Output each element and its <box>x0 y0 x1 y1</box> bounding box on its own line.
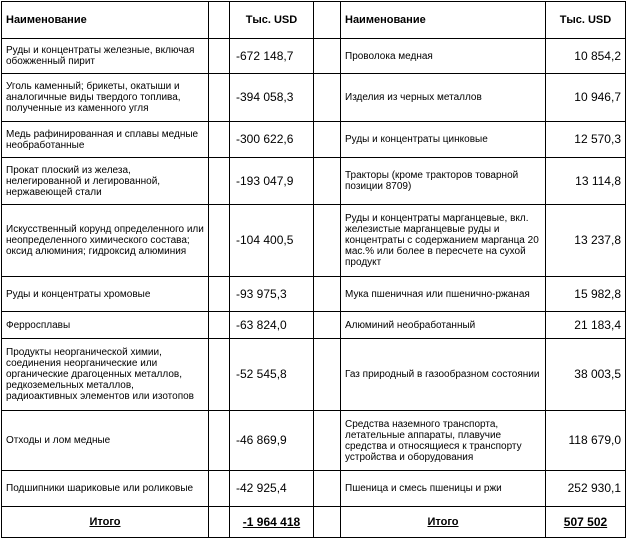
left-value-cell: -104 400,5 <box>230 205 314 277</box>
spacer-cell <box>209 277 230 312</box>
spacer-cell <box>209 2 230 39</box>
spacer-cell <box>314 471 341 507</box>
table-row <box>2 74 626 122</box>
right-value-cell: 13 114,8 <box>546 158 626 205</box>
right-name-cell: Изделия из черных металлов <box>341 74 546 122</box>
right-name-cell: Пшеница и смесь пшеницы и ржи <box>341 471 546 507</box>
trade-balance-table <box>1 1 626 538</box>
right-value-cell: 38 003,5 <box>546 339 626 411</box>
spacer-cell <box>209 205 230 277</box>
spacer-cell <box>209 74 230 122</box>
left-value-cell: -672 148,7 <box>230 39 314 74</box>
left-name-cell: Подшипники шариковые или роликовые <box>2 471 209 507</box>
right-value-cell: 252 930,1 <box>546 471 626 507</box>
right-name-cell: Тракторы (кроме тракторов товарной позиции 8709) <box>341 158 546 205</box>
left-value-cell: -300 622,6 <box>230 122 314 158</box>
left-name-cell: Руды и концентраты железные, включая обожженный пирит <box>2 39 209 74</box>
left-name-cell: Искусственный корунд определенного или неопределенного химического состава; оксид алюминия; гидроксид алюминия <box>2 205 209 277</box>
spacer-cell <box>314 2 341 39</box>
spacer-cell <box>314 39 341 74</box>
left-name-cell: Продукты неорганической химии, соединения неорганические или органические драгоценных металлов, редкоземельных металлов, радиоактивных элементов или изотопов <box>2 339 209 411</box>
right-name-cell: Проволока медная <box>341 39 546 74</box>
table-row <box>2 277 626 312</box>
right-total-value: 507 502 <box>546 507 626 538</box>
spacer-cell <box>209 411 230 471</box>
right-value-cell: 13 237,8 <box>546 205 626 277</box>
right-total-label: Итого <box>341 507 546 538</box>
spacer-cell <box>209 507 230 538</box>
left-value-cell: -46 869,9 <box>230 411 314 471</box>
spacer-cell <box>314 74 341 122</box>
left-value-cell: -52 545,8 <box>230 339 314 411</box>
right-value-cell: 15 982,8 <box>546 277 626 312</box>
right-name-cell: Мука пшеничная или пшенично-ржаная <box>341 277 546 312</box>
spacer-cell <box>209 339 230 411</box>
right-value-cell: 21 183,4 <box>546 312 626 339</box>
left-total-value: -1 964 418 <box>230 507 314 538</box>
left-name-cell: Медь рафинированная и сплавы медные необработанные <box>2 122 209 158</box>
right-value-cell: 12 570,3 <box>546 122 626 158</box>
right-value-cell: 10 946,7 <box>546 74 626 122</box>
left-value-cell: -93 975,3 <box>230 277 314 312</box>
right-name-header: Наименование <box>341 2 546 39</box>
left-name-header: Наименование <box>2 2 209 39</box>
spacer-cell <box>314 205 341 277</box>
left-value-cell: -63 824,0 <box>230 312 314 339</box>
table-row <box>2 122 626 158</box>
spacer-cell <box>209 312 230 339</box>
left-name-cell: Руды и концентраты хромовые <box>2 277 209 312</box>
spacer-cell <box>209 158 230 205</box>
right-name-cell: Алюминий необработанный <box>341 312 546 339</box>
left-value-header: Тыс. USD <box>230 2 314 39</box>
right-name-cell: Средства наземного транспорта, летательные аппараты, плавучие средства и относящиеся к транспорту устройства и оборудования <box>341 411 546 471</box>
right-value-header: Тыс. USD <box>546 2 626 39</box>
table-row <box>2 158 626 205</box>
right-value-cell: 10 854,2 <box>546 39 626 74</box>
header-row <box>2 2 626 39</box>
table-row <box>2 339 626 411</box>
totals-row <box>2 507 626 538</box>
spacer-cell <box>314 277 341 312</box>
left-value-cell: -394 058,3 <box>230 74 314 122</box>
table-row <box>2 471 626 507</box>
left-name-cell: Ферросплавы <box>2 312 209 339</box>
spacer-cell <box>209 471 230 507</box>
table-row <box>2 312 626 339</box>
spacer-cell <box>314 122 341 158</box>
left-value-cell: -42 925,4 <box>230 471 314 507</box>
right-name-cell: Руды и концентраты цинковые <box>341 122 546 158</box>
spacer-cell <box>209 39 230 74</box>
left-name-cell: Уголь каменный; брикеты, окатыши и аналогичные виды твердого топлива, полученные из каменного угля <box>2 74 209 122</box>
left-name-cell: Прокат плоский из железа, нелегированной и легированной, нержавеющей стали <box>2 158 209 205</box>
right-name-cell: Руды и концентраты марганцевые, вкл. железистые марганцевые руды и концентраты с содержанием марганца 20 мас.% или более в пересчете на сухой продукт <box>341 205 546 277</box>
table-row <box>2 411 626 471</box>
spacer-cell <box>314 158 341 205</box>
table-row <box>2 205 626 277</box>
left-name-cell: Отходы и лом медные <box>2 411 209 471</box>
spacer-cell <box>314 507 341 538</box>
spacer-cell <box>314 312 341 339</box>
right-value-cell: 118 679,0 <box>546 411 626 471</box>
right-name-cell: Газ природный в газообразном состоянии <box>341 339 546 411</box>
spacer-cell <box>209 122 230 158</box>
table-row <box>2 39 626 74</box>
left-total-label: Итого <box>2 507 209 538</box>
left-value-cell: -193 047,9 <box>230 158 314 205</box>
spacer-cell <box>314 339 341 411</box>
spacer-cell <box>314 411 341 471</box>
